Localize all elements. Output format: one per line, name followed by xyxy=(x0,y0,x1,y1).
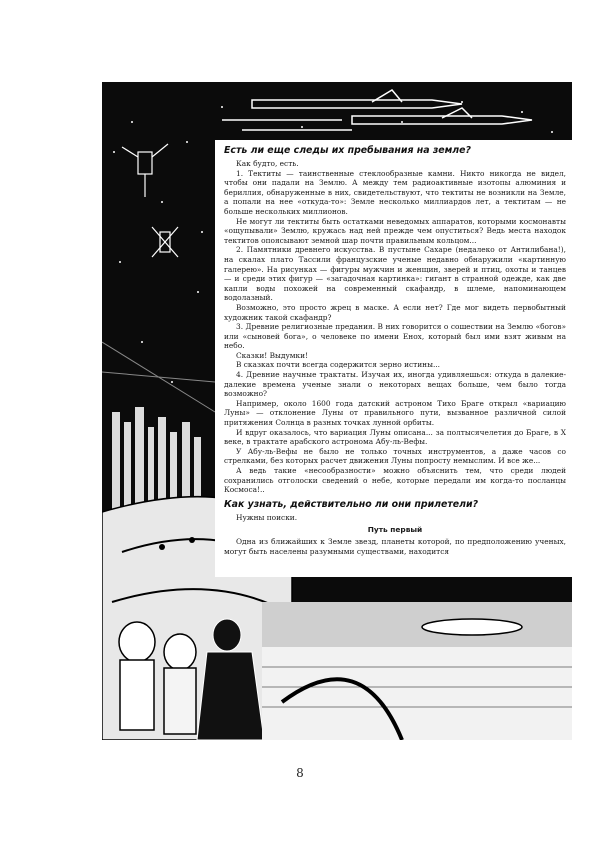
satellites xyxy=(122,144,178,257)
paragraph: 3. Древние религиозные предания. В них говорится о сошествии на Землю «богов» или «сыновей бога», о человеке по имени Енох, который был ими взят живым на небо. xyxy=(224,322,566,351)
paragraph: 4. Древние научные трактаты. Изучая их, иногда удивляешься: откуда в далекие-далекие времена ученые знали о некоторых вещах больше, чем было тогда возможно? xyxy=(224,370,566,399)
paragraph: Одна из ближайших к Земле звезд, планеты которой, по предположению ученых, могут быть населены разумными существами, находится xyxy=(224,536,566,556)
light-beams xyxy=(102,342,215,412)
paragraph: У Абу-ль-Вефы не было не только точных инструментов, а даже часов со стрелками, без которых расчет движения Луны попросту немыслим. И все же... xyxy=(224,446,566,466)
paragraph: Как будто, есть. xyxy=(236,159,299,168)
article-text xyxy=(224,145,566,556)
paragraph: Например, около 1600 года датский астроном Тихо Браге открыл «вариацию Луны» — отклонение Луны от правильного пути, вызванное различной силой притяжения Солнца в разных точках лунной орбиты. xyxy=(224,398,566,428)
paragraph: Возможно, это просто жрец в маске. А если нет? Где мог видеть первобытный художник такой скафандр? xyxy=(224,302,566,322)
section-heading-how-to-know: Как узнать, действительно ли они прилетели? xyxy=(224,498,479,510)
paragraph: Не могут ли тектиты быть остатками неведомых аппаратов, которыми космонавты «ощупывали» Землю, кружась над ней прежде чем опуститься? Ведь места находок тектитов опоясывают земной шар почти правильным кольцом... xyxy=(224,216,566,245)
section-heading-traces: Есть ли еще следы их пребывания на земле? xyxy=(224,145,471,156)
paragraph: А ведь такие «несообразности» можно объяснить тем, что среди людей сохранились отголоски сведений о небе, которые передали им когда-то посланцы Космоса!.. xyxy=(224,466,566,495)
paragraph: И вдруг оказалось, что вариация Луны описана... за полтысячелетия до Браге, в X веке, в трактате арабского астронома Абу-ль-Вефы. xyxy=(224,427,566,447)
ancient-city-wall xyxy=(262,602,572,740)
subheading-first-path: Путь первый xyxy=(367,525,423,535)
paragraph: 1. Тектиты — таинственные стеклообразные камни. Никто никогда не видел, чтобы они падали на Землю. А между тем радиоактивные изотопы алюминия и бериллия, обнаруженные в них, свидетельствуют, что тектиты не возникли на Земле, а попали на нее «откуда-то»: Земле несколько миллиардов лет, а тектитам — не больше нескольких миллионов. xyxy=(224,168,566,216)
paragraph: 2. Памятники древнего искусства. В пустыне Сахаре (недалеко от Антилибана!), на скалах плато Тассили французские ученые недавно обнаружили «картинную галерею». На рисунках — фигуры мужчин и женщин, зверей и птиц, охоты и танцев — и среди этих фигур — «загадочная картинка»: гигант в странной одежде, как две капли воды похожей на современный скафандр, в шлеме, напоминающем водолазный. xyxy=(224,245,566,303)
paragraph: Сказки! Выдумки! xyxy=(236,350,309,360)
rockets xyxy=(222,90,532,130)
paragraph: В сказках почти всегда содержится зерно истины... xyxy=(236,360,441,370)
page-number: 8 xyxy=(296,766,304,780)
paragraph: Нужны поиски. xyxy=(236,512,298,522)
flying-saucer xyxy=(422,619,522,635)
